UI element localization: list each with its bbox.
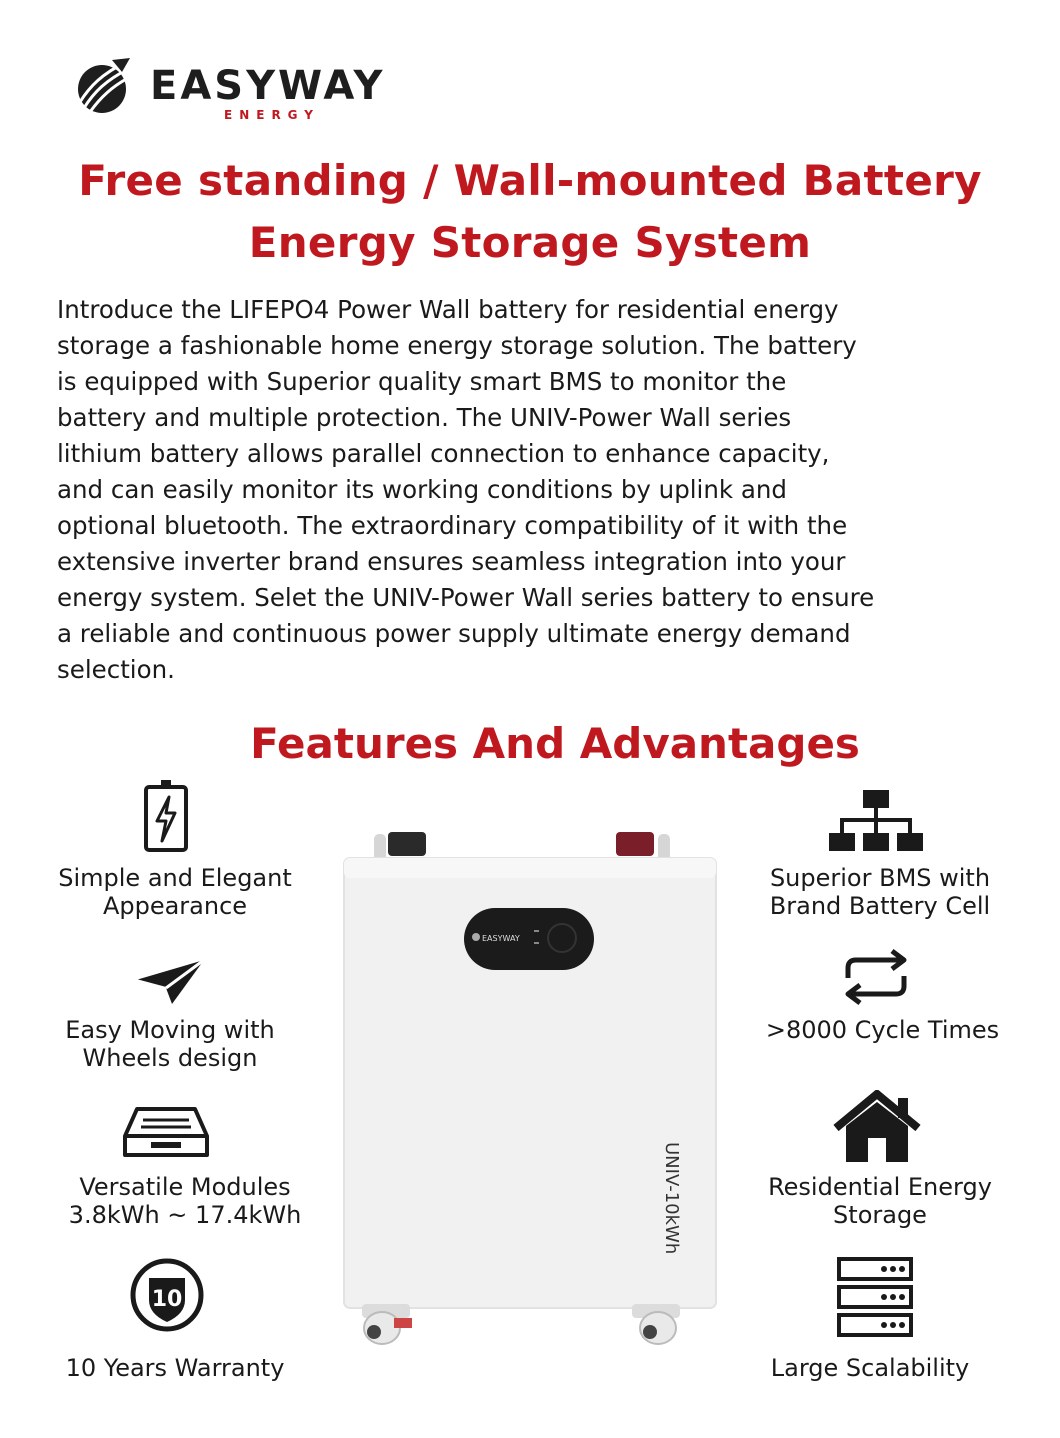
battery-charge-icon [143,779,189,853]
feature-residential-label: Residential Energy Storage [768,1173,992,1229]
panel-brand-text: EASYWAY [482,934,520,943]
feature-bms-label: Superior BMS with Brand Battery Cell [769,864,991,920]
battery-product-image [340,826,720,1356]
feature-appearance-label: Simple and Elegant Appearance [58,864,292,920]
house-icon [832,1090,922,1164]
page-title [40,150,1020,274]
model-label: UNIV-10kWh [661,1142,682,1255]
logo-mark-icon [72,56,134,118]
intro-paragraph: Introduce the LIFEPO4 Power Wall battery for residential energy storage a fashionable home energy storage solution. The battery is equipped with Superior quality smart BMS to monitor the battery and multiple protection. The UNIV-Power Wall series lithium battery allows parallel connection to enhance capacity, and can easily monitor its working conditions by uplink and optional bluetooth. The extraordinary compatibility of it with the extensive inverter brand ensures seamless integration into your energy system. Selet the UNIV-Power Wall series battery to ensure a reliable and continuous power supply ultimate energy demand selection. [57,295,875,684]
brand-name: EASYWAY [150,63,386,109]
paper-plane-icon [134,958,206,1006]
server-stack-icon [836,1256,914,1338]
module-tray-icon [123,1106,209,1158]
features-heading: Features And Advantages [250,719,860,768]
title-line-1: Free standing / Wall-mounted Battery [78,156,982,205]
brand-subtitle: ENERGY [224,108,320,122]
feature-wheels-label: Easy Moving with Wheels design [65,1016,275,1072]
feature-warranty-label: 10 Years Warranty [65,1354,285,1382]
title-line-2: Energy Storage System [248,218,812,267]
feature-cycle-label: >8000 Cycle Times [765,1016,1000,1044]
feature-scalability-label: Large Scalability [770,1354,970,1382]
feature-modules-label: Versatile Modules 3.8kWh ~ 17.4kWh [68,1173,302,1229]
cycle-arrows-icon [842,948,910,1006]
warranty-shield-icon [125,1258,209,1332]
svg-text:10: 10 [151,1287,183,1312]
hierarchy-icon [828,789,924,853]
brand-logo [72,56,402,126]
